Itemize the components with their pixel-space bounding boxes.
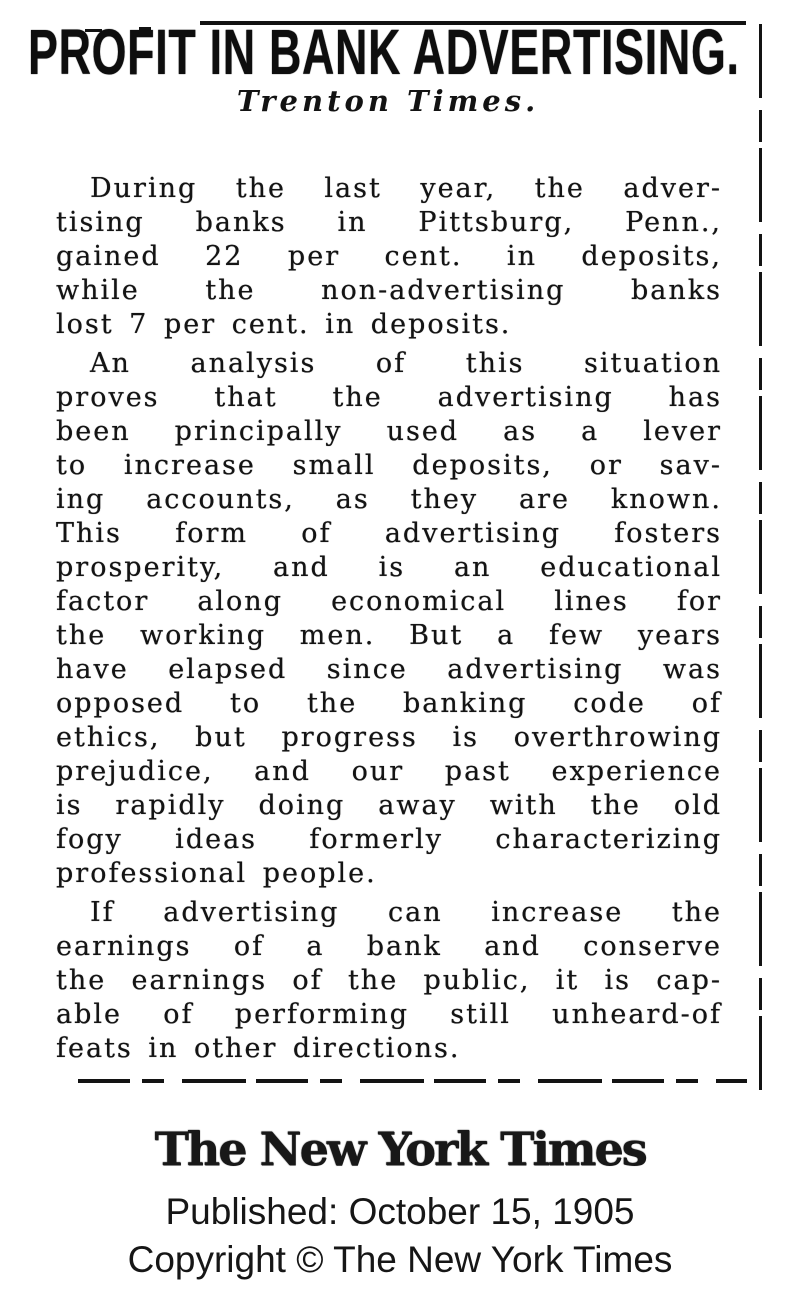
article-line: proves that the advertising has xyxy=(56,382,722,413)
article-line: feats in other directions. xyxy=(56,1033,461,1064)
article-line: to increase small deposits, or sav- xyxy=(56,450,722,481)
article-line: the working men. But a few years xyxy=(56,620,722,651)
article-line: ethics, but progress is overthrowing xyxy=(56,722,722,753)
article-line: the earnings of the public, it is cap- xyxy=(56,965,722,996)
article-line: professional people. xyxy=(56,858,377,889)
article-line: been principally used as a lever xyxy=(56,416,722,447)
article-paragraph xyxy=(56,896,722,1066)
article-headline: PROFIT IN BANK ADVERTISING. xyxy=(28,16,740,88)
article-line: factor along economical lines for xyxy=(56,586,722,617)
article-end-divider xyxy=(78,1079,747,1083)
article-line: During the last year, the adver- xyxy=(90,173,722,204)
article-line: This form of advertising fosters xyxy=(56,518,722,549)
article-line: have elapsed since advertising was xyxy=(56,654,722,685)
article-line: prejudice, and our past experience xyxy=(56,756,722,787)
nyt-logo: The New York Times xyxy=(154,1122,646,1176)
article-line: able of performing still unheard-of xyxy=(56,999,722,1030)
published-date: Published: October 15, 1905 xyxy=(165,1191,635,1232)
article-line: while the non-advertising banks xyxy=(56,275,722,306)
copyright-notice: Copyright © The New York Times xyxy=(127,1239,673,1280)
article-source: Trenton Times. xyxy=(236,84,540,118)
article-body xyxy=(56,172,722,1066)
column-rule xyxy=(759,24,762,1090)
article-line: earnings of a bank and conserve xyxy=(56,931,722,962)
article-line: is rapidly doing away with the old xyxy=(56,790,722,821)
article-line: If advertising can increase the xyxy=(90,897,722,928)
article-paragraph xyxy=(56,172,722,342)
article-line: opposed to the banking code of xyxy=(56,688,722,719)
article-line: lost 7 per cent. in deposits. xyxy=(56,309,512,340)
article-line: tising banks in Pittsburg, Penn., xyxy=(56,207,722,238)
article-line: fogy ideas formerly characterizing xyxy=(56,824,722,855)
article-line: prosperity, and is an educational xyxy=(56,552,722,583)
article-line: An analysis of this situation xyxy=(90,348,722,379)
article-line: gained 22 per cent. in deposits, xyxy=(56,241,722,272)
article-paragraph xyxy=(56,347,722,891)
article-line: ing accounts, as they are known. xyxy=(56,484,722,515)
